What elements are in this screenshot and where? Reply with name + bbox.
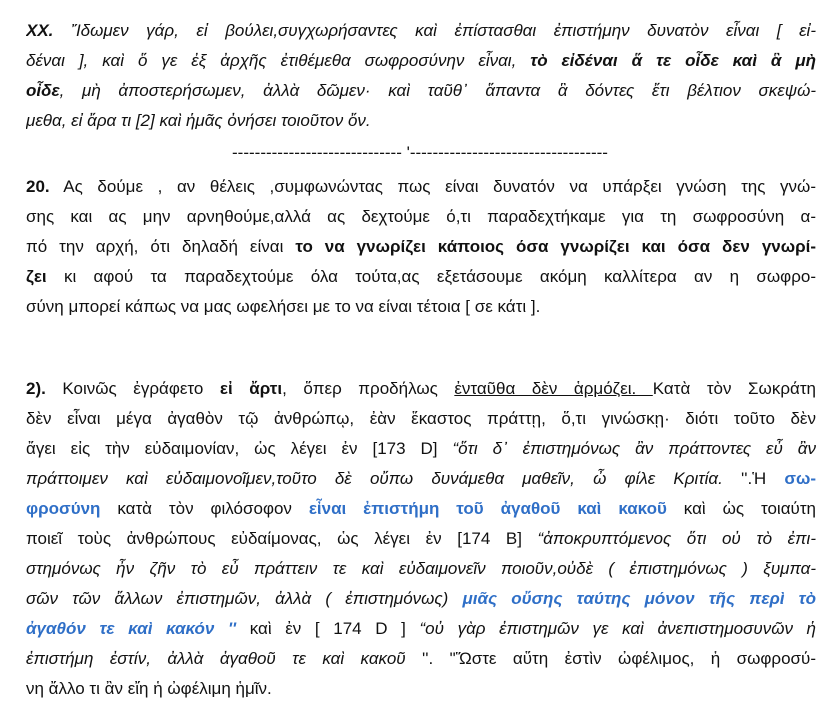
section-2-commentary <box>26 374 816 704</box>
text-span: ''. "Ὥστε αὕτη ἐστὶν ὠφέλιμος, ἡ σωφροσύ- <box>405 649 816 668</box>
text-span: καὶ ὡς τοιαύτη <box>666 499 816 518</box>
text-span: Κατὰ τὸν Σωκράτη <box>652 379 816 398</box>
section-2-line-2 <box>26 404 816 434</box>
section-xx-line-4 <box>26 106 816 136</box>
text-span: , ὅπερ προδήλως <box>282 379 455 398</box>
section-2-line-3 <box>26 434 816 464</box>
quote-span: στημόνως ἦν ζῆν τὸ εὖ πράττειν τε καὶ εὐδαιμονεῖν ποιοῦν,οὐδὲ ( ἐπιστημόνως ) ξυμπα- <box>26 559 816 578</box>
text-span: κατὰ τὸν φιλόσοφον <box>100 499 309 518</box>
section-20-line-5 <box>26 292 816 322</box>
quote-span: σῶν τῶν ἄλλων ἐπιστημῶν, ἀλλὰ ( ἐπιστημόνως) <box>26 589 463 608</box>
text-span: ''.Ἡ <box>722 469 785 488</box>
section-2-line-11 <box>26 674 816 704</box>
section-20-line-3 <box>26 232 816 262</box>
section-20-line-1 <box>26 172 816 202</box>
section-20-line-2 <box>26 202 816 232</box>
bold-span: οἶδε <box>26 81 60 100</box>
section-2-line-7 <box>26 554 816 584</box>
text-span: δὲν εἶναι μέγα ἀγαθὸν τῷ ἀνθρώπῳ, ἐὰν ἕκαστος πράττῃ, ὅ,τι γινώσκῃ· διότι τοῦτο δὲν <box>26 409 816 428</box>
text-span: μεθα, εἰ ἄρα τι [2] καὶ ἡμᾶς ὀνήσει τοιοῦτον ὄν. <box>26 111 371 130</box>
text-span: σης και ας μην αρνηθούμε,αλλά ας δεχτούμε ό,τι παραδεχτήκαμε για τη σωφροσύνη α- <box>26 207 816 226</box>
quote-span: πράττοιμεν καὶ εὐδαιμονοῖμεν,τοῦτο δὲ οὔπω δυνάμεθα μαθεῖν, ὦ φίλε Κριτία. <box>26 469 723 488</box>
highlight-span: σω- <box>784 469 816 488</box>
text-span: Κοινῶς ἐγράφετο <box>45 379 220 398</box>
highlight-span: ἀγαθόν τε καὶ κακόν '' <box>26 619 237 638</box>
section-xx-label: XX. <box>26 21 54 40</box>
quote-span: “ὅτι δ᾽ ἐπιστημόνως ἂν πράττοντες εὖ ἂν <box>452 439 816 458</box>
separator-text: ------------------------------ '----------------------------------- <box>232 143 608 162</box>
highlight-span: εἶναι ἐπιστήμη τοῦ ἀγαθοῦ καὶ κακοῦ <box>308 499 667 518</box>
section-2-line-1 <box>26 374 816 404</box>
quote-span: “οὐ γὰρ ἐπιστημῶν γε καὶ ἀνεπιστημοσυνῶν ἡ <box>419 619 816 638</box>
separator-line <box>210 140 630 166</box>
text-span: , μὴ ἀποστερήσωμεν, ἀλλὰ δῶμεν· καὶ ταῦθ᾽ ἅπαντα ἃ δόντες ἔτι βέλτιον σκεψώ- <box>59 81 816 100</box>
underlined-span: ἐνταῦθα δὲν ἁρμόζει. <box>454 379 653 398</box>
text-span: κι αφού τα παραδεχτούμε όλα τούτα,ας εξετάσουμε ακόμη καλλίτερα αν η σωφρο- <box>46 267 816 286</box>
bold-span: το να γνωρίζει κάποιος όσα γνωρίζει και όσα δεν γνωρί- <box>295 237 816 256</box>
section-2-line-8 <box>26 584 816 614</box>
text-span: δέναι ], καὶ ὅ γε ἐξ ἀρχῆς ἐτιθέμεθα σωφροσύνην εἶναι, <box>26 51 531 70</box>
text-span: σύνη μπορεί κάπως να μας ωφελήσει με το να είναι τέτοια [ σε κάτι ]. <box>26 297 541 316</box>
section-2-line-10 <box>26 644 816 674</box>
section-20-line-4 <box>26 262 816 292</box>
highlight-span: φροσύνη <box>26 499 101 518</box>
bold-span: εἰ ἄρτι <box>219 379 283 398</box>
section-xx-line-1 <box>26 16 816 46</box>
text-span: Ας δούμε , αν θέλεις ,συμφωνώντας πως είναι δυνατόν να υπάρξει γνώση της γνώ- <box>49 177 816 196</box>
section-xx-line-3 <box>26 76 816 106</box>
bold-span: ζει <box>26 267 47 286</box>
section-2-line-9 <box>26 614 816 644</box>
section-2-line-5 <box>26 494 816 524</box>
section-2-label: 2). <box>26 379 46 398</box>
text-span: ἄγει εἰς τὴν εὐδαιμονίαν, ὡς λέγει ἐν [173 D] <box>26 439 453 458</box>
quote-span: “ἀποκρυπτόμενος ὅτι οὐ τὸ ἐπι- <box>537 529 816 548</box>
section-xx <box>26 16 816 136</box>
quote-span: ἐπιστήμη ἐστίν, ἀλλὰ ἀγαθοῦ τε καὶ κακοῦ <box>26 649 406 668</box>
section-2-line-6 <box>26 524 816 554</box>
highlight-span: μιᾶς οὔσης ταύτης μόνον τῆς περὶ τὸ <box>462 589 816 608</box>
bold-span: τὸ εἰδέναι ἅ τε οἶδε καὶ ἃ μὴ <box>530 51 816 70</box>
section-2-line-4 <box>26 464 816 494</box>
section-20 <box>26 172 816 322</box>
section-xx-line-2 <box>26 46 816 76</box>
text-span: νη ἄλλο τι ἂν εἴη ἡ ὠφέλιμη ἡμῖν. <box>26 679 272 698</box>
section-20-label: 20. <box>26 177 50 196</box>
text-span: Ἴδωμεν γάρ, εἰ βούλει,συγχωρήσαντες καὶ ἐπίστασθαι ἐπιστήμην δυνατὸν εἶναι [ εἰ- <box>53 21 816 40</box>
text-span: ποιεῖ τοὺς ἀνθρώπους εὐδαίμονας, ὡς λέγει ἐν [174 B] <box>26 529 538 548</box>
text-span: πό την αρχή, ότι δηλαδή είναι <box>26 237 296 256</box>
text-span: καὶ ἐν [ 174 D ] <box>236 619 420 638</box>
